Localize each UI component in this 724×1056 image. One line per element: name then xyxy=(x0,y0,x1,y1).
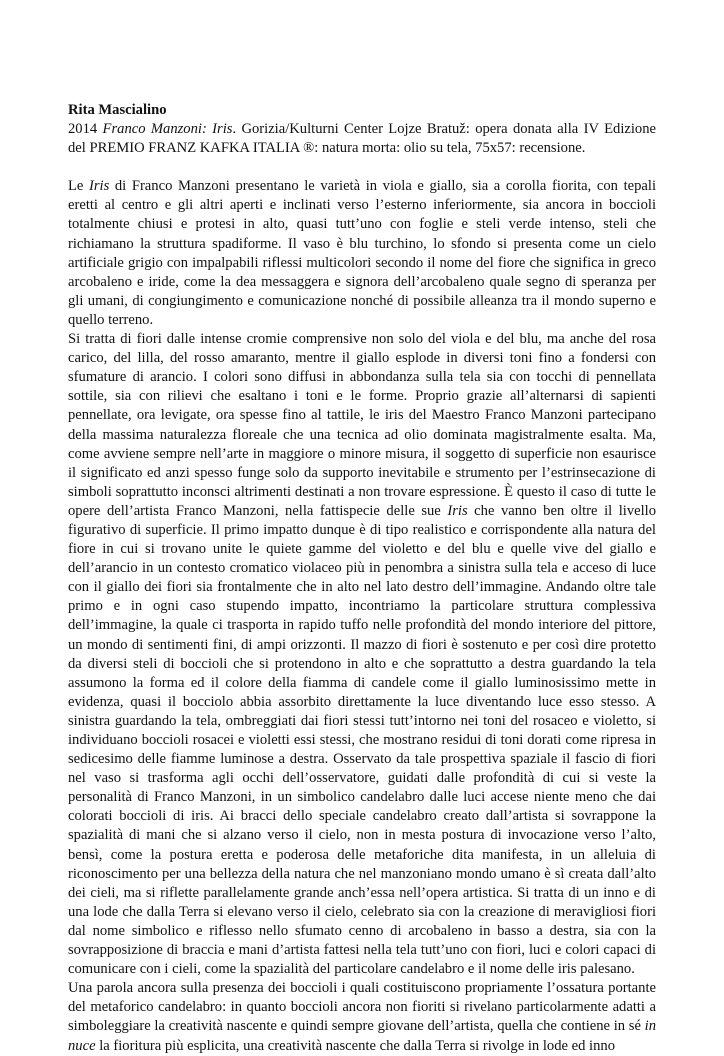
paragraph-3-in-nuce: in nuce xyxy=(68,1018,656,1054)
paragraph-3 xyxy=(68,979,656,1055)
paragraph-2 xyxy=(68,330,656,979)
subtitle-details: . Gorizia/Kulturni Center Lojze Bratuž: opera donata alla IV Edizione del PREMIO FRANZ KAFKA ITALIA ®: natura morta: olio su tela, 75x57: recensione. xyxy=(68,121,656,157)
author-name: Rita Mascialino xyxy=(68,102,167,118)
paragraph-2-start: Si tratta di fiori dalle intense cromie comprensive non solo del viola e del blu, ma anche del rosa carico, del lilla, del rosso amaranto, mentre il giallo esplode in diversi toni fino a fondersi con sfumature di arancio. I colori sono diffusi in abbondanza sulla tela sia con tocchi di pennellata sottile, sia con rilievi che esaltano i toni e le forme. Proprio grazie all’alternarsi di sapienti pennellate, ora levigate, ora spesse fino al tattile, le iris del Maestro Franco Manzoni partecipano della massima naturalezza floreale che una tecnica ad olio dominata magistralmente esalta. Ma, come avviene sempre nell’arte in maggiore o minore misura, il soggetto di superficie non esaurisce il significato ed anzi spesso funge solo da supporto inevitabile e strumento per l’estrinsecazione di simboli soprattutto inconsci altrimenti destinati a non trovare espressione. È questo il caso di tutte le opere dell’artista Franco Manzoni, nella fattispecie delle sue xyxy=(68,331,656,519)
paragraph-1-start: Le xyxy=(68,178,89,195)
paragraph-3-start: Una parola ancora sulla presenza dei boccioli i quali costituiscono propriamente l’ossatura portante del metaforico candelabro: in quanto boccioli ancora non fioriti si rivelano particolarmente adatti a simboleggiare la creatività nascente e quindi sempre giovane dell’artista, quella che contiene in sé xyxy=(68,980,656,1035)
subtitle-artwork-title: Franco Manzoni: Iris xyxy=(102,121,233,138)
paragraph-1 xyxy=(68,177,656,330)
subtitle-year: 2014 xyxy=(68,121,103,138)
document-page xyxy=(68,101,656,1056)
paragraph-1-rest: di Franco Manzoni presentano le varietà in viola e giallo, sia a corolla fiorita, con tepali eretti al centro e gli altri aperti e inclinati verso l’esterno inferiormente, sia ancora in boccioli totalmente chiusi e protesi in alto, quasi tutt’uno con foglie e steli verde intenso, steli che richiamano la struttura spadiforme. Il vaso è blu turchino, lo sfondo si presenta come un cielo artificiale grigio con impalpabili riflessi multicolori secondo il nome del fiore che significa in greco arcobaleno e iride, come la dea messaggera e signora dell’arcobaleno quale segno di speranza per gli umani, di congiungimento e comunicazione nonché di possibile alleanza tra il mondo superno e quello terreno. xyxy=(68,178,656,328)
paragraph-1-iris: Iris xyxy=(89,178,110,195)
paragraph-3-rest: la fioritura più esplicita, una creatività nascente che dalla Terra si rivolge in lode ed inno xyxy=(95,1037,615,1054)
paragraph-2-rest: che vanno ben oltre il livello figurativo di superficie. Il primo impatto dunque è di tipo realistico e corrispondente alla natura del fiore in cui si trovano unite le quiete gamme del violetto e del blu e quelle vive del giallo e dell’arancio in un contesto cromatico violaceo più in penombra a sinistra sulla tela e acceso di luce con il giallo dei fiori sia frontalmente che in alto nel lato destro dell’immagine. Andando oltre tale primo e in ogni caso stupendo impatto, incontriamo la particolare struttura complessiva dell’immagine, la quale ci trasporta in rapido tuffo nelle profondità del mondo interiore del pittore, un mondo di sentimenti fini, di ampi orizzonti. Il mazzo di fiori è sostenuto e per così dire protetto da diversi steli di boccioli che si protendono in alto e che soprattutto a destra guardando la tela assumono la forma ed il colore della fiamma di candele come il giallo luminosissimo mette in evidenza, quasi il bocciolo abbia assorbito direttamente la luce diventando luce esso stesso. A sinistra guardando la tela, ombreggiati dai fiori stessi tutt’intorno nei toni del rosaceo e violetto, si individuano boccioli rosacei e violetti essi stessi, che mostrano residui di toni dorati come ripresa in sedicesimo delle fiamme luminose a destra. Osservato da tale prospettiva spaziale il fascio di fiori nel vaso si trasforma agli occhi dell’osservatore, guidati dalle profondità di cui si veste la personalità di Franco Manzoni, in un simbolico candelabro dalle luci accese niente meno che dai colorati boccioli di iris. Ai bracci dello speciale candelabro creato dall’artista si sovrappone la spazialità di mani che si alzano verso il cielo, non in mesta postura di invocazione verso l’alto, bensì, come la postura eretta e poderosa delle metaforiche dita manifesta, in un alleluia di riconoscimento per una bellezza della natura che nel manzoniano mondo umano è sì creata dall’alto dei cieli, ma si riflette parallelamente grande anch’essa nell’opera artistica. Si tratta di un inno e di una lode che dalla Terra si elevano verso il cielo, celebrato sia con la creazione di meravigliosi fiori dal nome simbolico e riflesso nello sfumato cenno di arcobaleno in basso a destra, sia con la sovrapposizione di braccia e mani d’artista fattesi nella tela tutt’uno con fiori, luci e colori capaci di comunicare con i cieli, come la spazialità del particolare candelabro e il nome delle iris palesano. xyxy=(68,502,657,978)
paragraph-2-iris: Iris xyxy=(447,502,468,519)
review-subtitle xyxy=(68,120,656,158)
blank-line xyxy=(68,158,656,177)
